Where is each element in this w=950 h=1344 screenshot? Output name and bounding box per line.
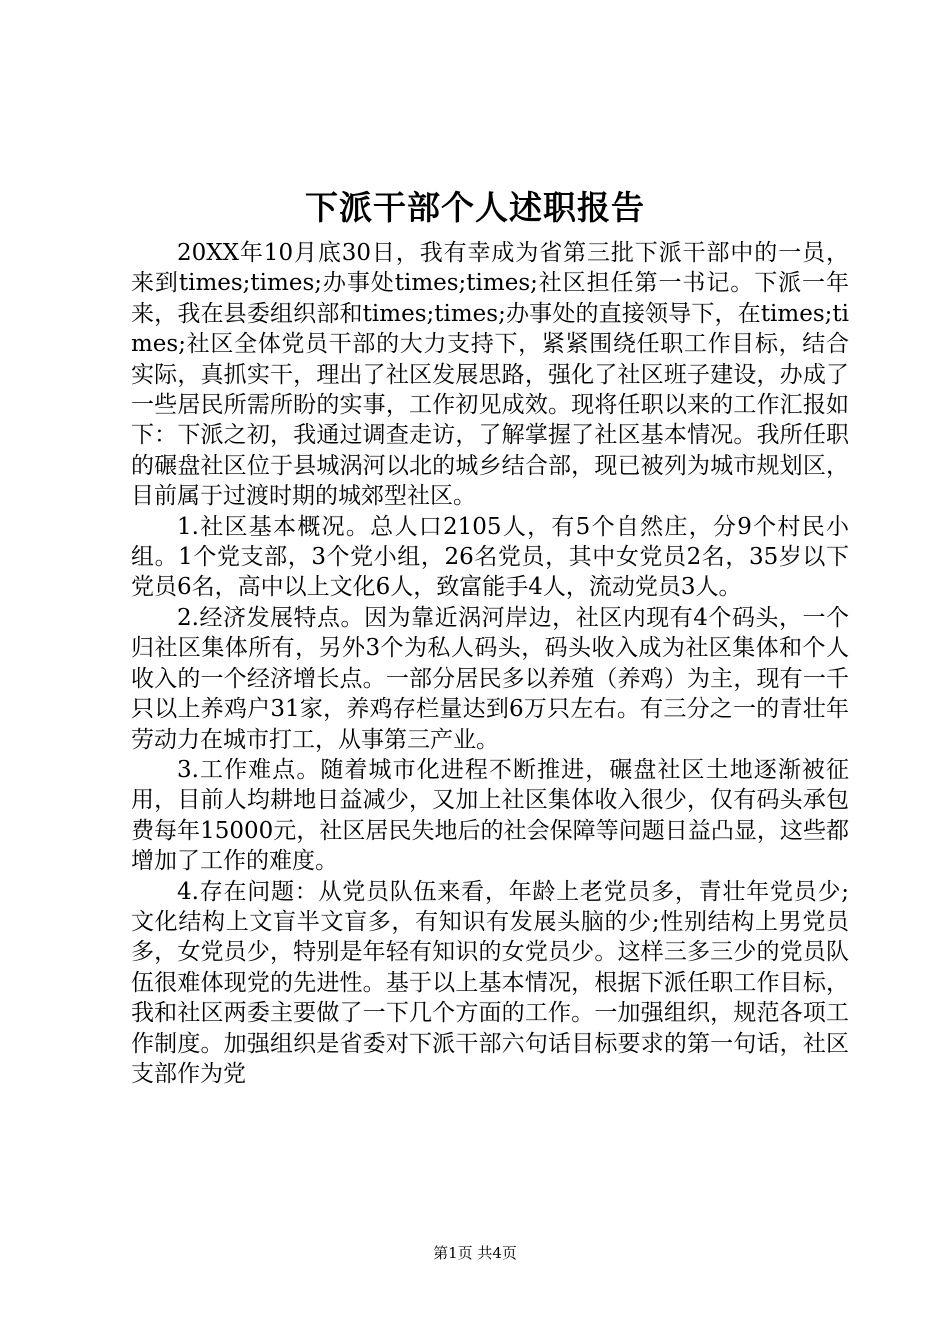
paragraph-overview: 1.社区基本概况。总人口2105人，有5个自然庄，分9个村民小组。1个党支部，3个党小组，26名党员，其中女党员2名，35岁以下党员6名，高中以上文化6人，致富能手4人，流动党员3人。 [131,513,849,601]
document-title: 下派干部个人述职报告 [305,188,645,227]
paragraph-economy: 2.经济发展特点。因为靠近涡河岸边，社区内现有4个码头，一个归社区集体所有，另外3个为私人码头，码头收入成为社区集体和个人收入的一个经济增长点。一部分居民多以养殖（养鸡）为主，现有一千只以上养鸡户31家，养鸡存栏量达到6万只左右。有三分之一的青壮年劳动力在城市打工，从事第三产业。 [131,604,849,753]
paragraph-problems: 4.存在问题：从党员队伍来看，年龄上老党员多，青壮年党员少;文化结构上文盲半文盲多，有知识有发展头脑的少;性别结构上男党员多，女党员少，特别是年轻有知识的女党员少。这样三多三少的党员队伍很难体现党的先进性。基于以上基本情况，根据下派任职工作目标，我和社区两委主要做了一下几个方面的工作。一加强组织，规范各项工作制度。加强组织是省委对下派干部六句话目标要求的第一句话，社区支部作为党 [131,878,849,1087]
document-body [131,238,849,1089]
paragraph-intro: 20XX年10月底30日，我有幸成为省第三批下派干部中的一员，来到times;times;办事处times;times;社区担任第一书记。下派一年来，我在县委组织部和times;times;办事处的直接领导下，在times;times;社区全体党员干部的大力支持下，紧紧围绕任职工作目标，结合实际，真抓实干，理出了社区发展思路，强化了社区班子建设，办成了一些居民所需所盼的实事，工作初见成效。现将任职以来的工作汇报如下：下派之初，我通过调查走访，了解掌握了社区基本情况。我所任职的碾盘社区位于县城涡河以北的城乡结合部，现已被列为城市规划区，目前属于过渡时期的城郊型社区。 [131,240,849,510]
page-number-footer: 第1页 共4页 [433,1244,517,1262]
paragraph-difficulties: 3.工作难点。随着城市化进程不断推进，碾盘社区土地逐渐被征用，目前人均耕地日益减少，又加上社区集体收入很少，仅有码头承包费每年15000元，社区居民失地后的社会保障等问题日益凸显，这些都增加了工作的难度。 [131,756,849,875]
